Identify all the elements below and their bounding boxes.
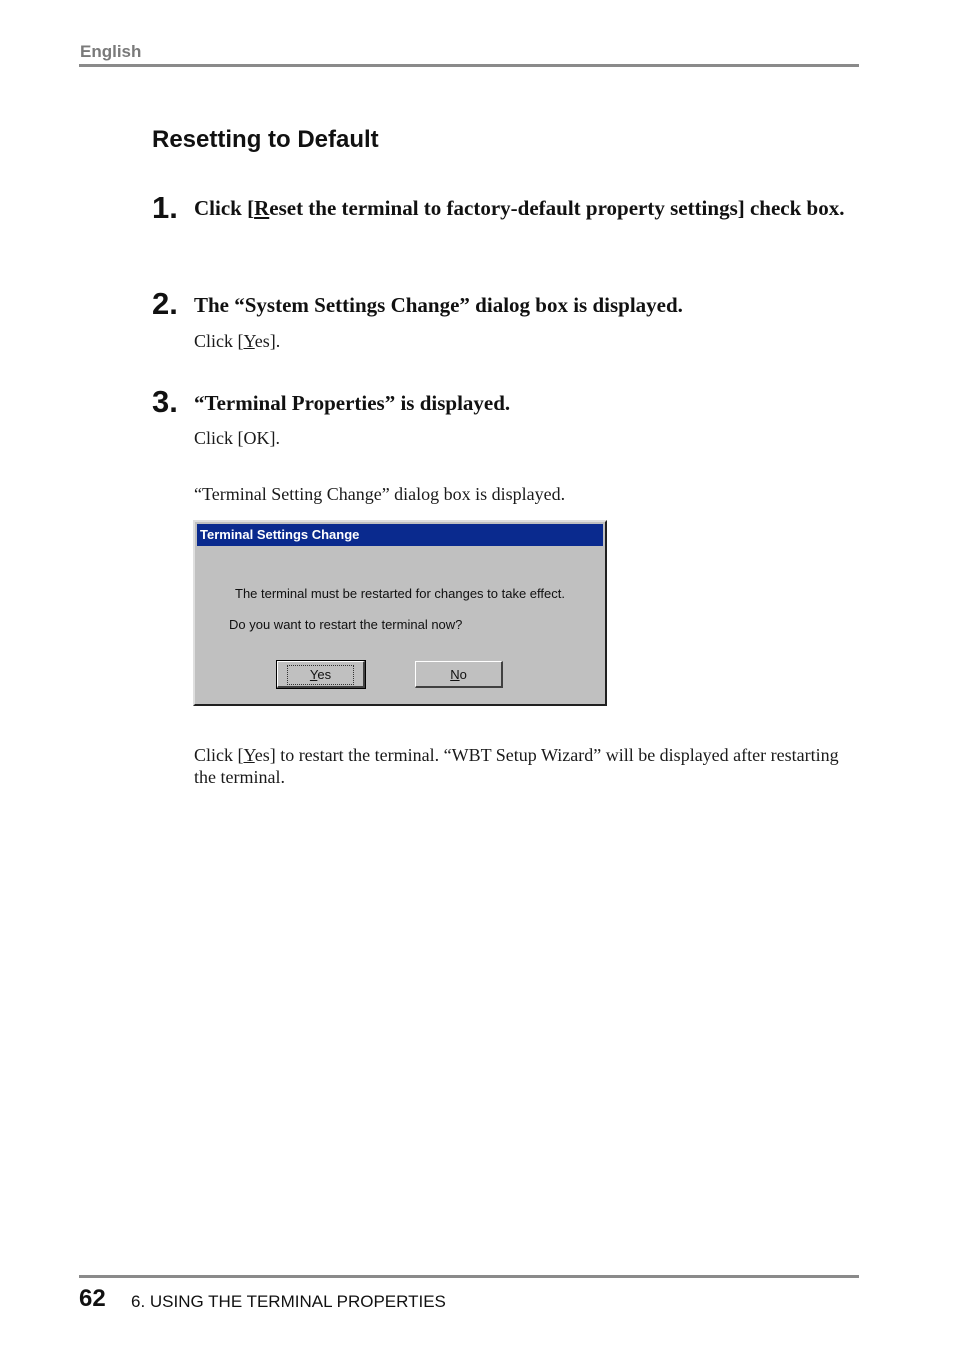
- after-dialog-text: Click [Yes] to restart the terminal. “WBT Setup Wizard” will be displayed after restarting the terminal.: [194, 745, 839, 787]
- step-3-title: “Terminal Properties” is displayed.: [194, 391, 511, 415]
- yes-button[interactable]: Yes: [277, 661, 365, 688]
- footer-rule: [79, 1275, 859, 1278]
- step-3-number: 3.: [152, 384, 178, 419]
- step-2-number: 2.: [152, 286, 178, 321]
- step-1-title: Click [Reset the terminal to factory-default property settings] check box.: [194, 196, 845, 220]
- step-2-title: The “System Settings Change” dialog box is displayed.: [194, 293, 683, 317]
- section-title: Resetting to Default: [152, 126, 379, 153]
- chapter-title: 6. USING THE TERMINAL PROPERTIES: [131, 1292, 446, 1311]
- no-button[interactable]: No: [415, 661, 503, 688]
- header-rule: [79, 64, 859, 67]
- dialog-message-line-2: Do you want to restart the terminal now?: [229, 617, 463, 632]
- step-3-note: “Terminal Setting Change” dialog box is displayed.: [194, 484, 566, 504]
- dialog-title-bar: Terminal Settings Change: [197, 524, 603, 546]
- language-label: English: [80, 42, 142, 61]
- step-2-instruction: Click [Yes].: [194, 331, 281, 351]
- dialog-message-line-1: The terminal must be restarted for changes to take effect.: [235, 586, 565, 601]
- terminal-settings-change-dialog: [193, 520, 607, 706]
- step-3-instruction: Click [OK].: [194, 428, 280, 448]
- step-1-number: 1.: [152, 190, 178, 225]
- page-number: 62: [79, 1285, 106, 1312]
